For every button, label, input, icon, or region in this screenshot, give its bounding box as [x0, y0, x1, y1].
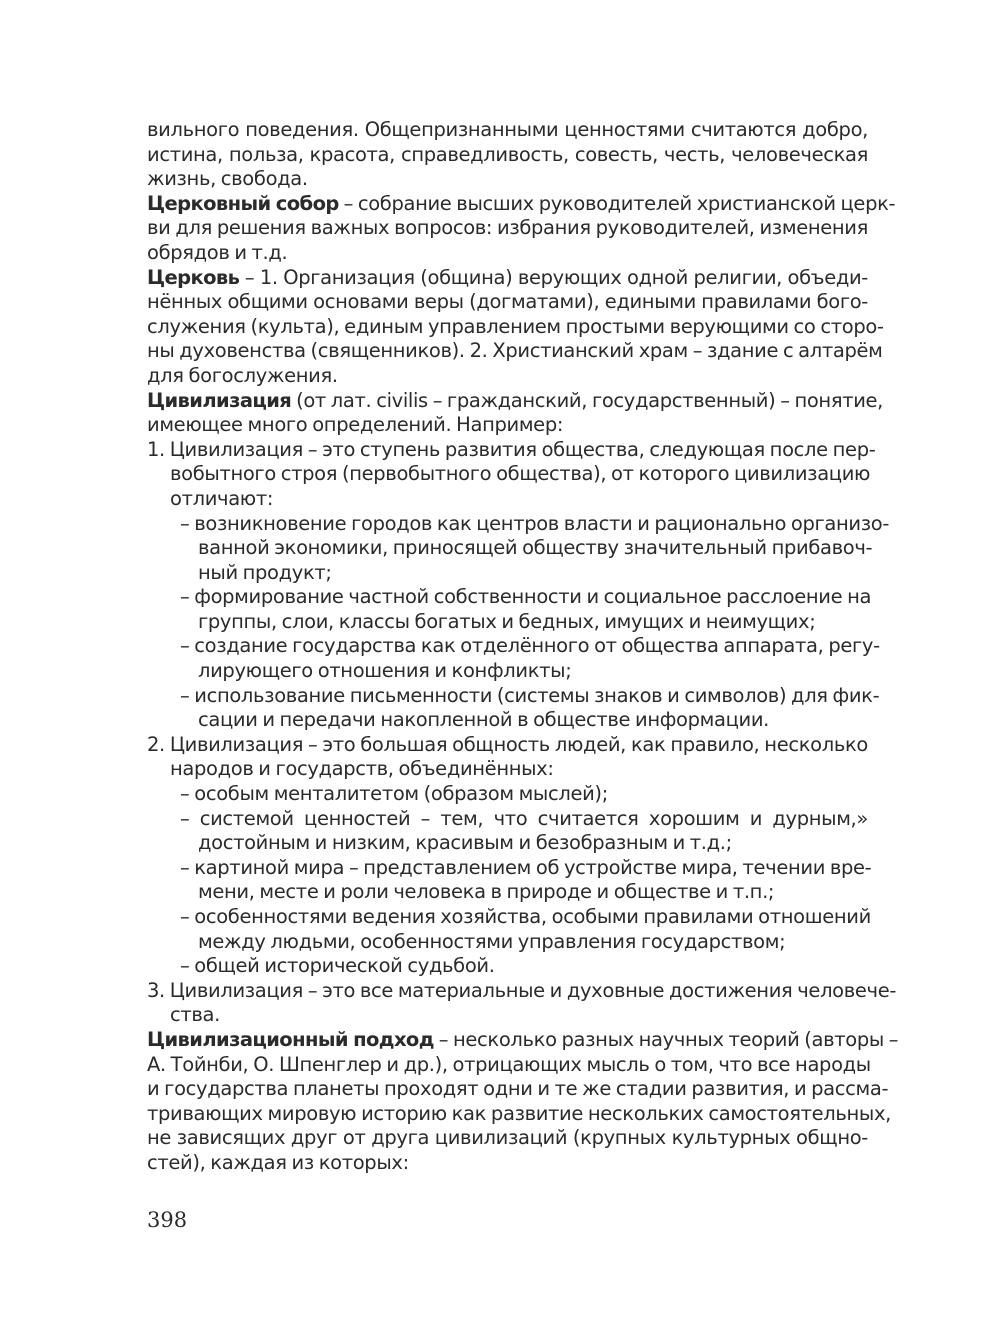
bullet-line: ванной экономики, приносящей обществу значительный прибавоч- — [198, 536, 873, 560]
bullet-line: достойным и низким, красивым и безобразным и т.д.; — [198, 831, 732, 855]
list-line: отличают: — [170, 486, 274, 510]
list-line: 2. Цивилизация – это большая общность людей, как правило, несколько — [147, 732, 868, 756]
page-number: 398 — [147, 1208, 188, 1232]
entry-first-line — [147, 388, 884, 414]
list-line: ства. — [170, 1003, 220, 1027]
text-line: служения (культа), единым управлением простыми верующими со сторо- — [147, 314, 884, 338]
numbered-item-1 — [147, 437, 890, 733]
bullet-line: – картиной мира – представлением об устройстве мира, течении вре- — [180, 855, 872, 879]
entry-definition-start: – несколько разных научных теорий (авторы – — [433, 1027, 899, 1051]
bullet-line: мени, месте и роли человека в природе и обществе и т.п.; — [198, 880, 775, 904]
text-line: не зависящих друг от друга цивилизаций (крупных культурных общно- — [147, 1126, 868, 1150]
bullet-line: – общей исторической судьбой. — [180, 954, 495, 978]
entry-first-line — [147, 1027, 899, 1053]
entry-term: Цивилизация — [147, 388, 292, 412]
bullet-line: – системой ценностей – тем, что считается хорошим и дурным,» — [180, 806, 868, 830]
list-line: вобытного строя (первобытного общества), от которого цивилизацию — [170, 462, 871, 486]
entry-church-council — [147, 191, 896, 266]
text-line: ны духовенства (священников). 2. Христианский храм – здание с алтарём — [147, 339, 883, 363]
entry-term: Цивилизационный подход — [147, 1027, 434, 1051]
bullet-line: сации и передачи накопленной в обществе информации. — [198, 708, 770, 732]
bullet-line: группы, слои, классы богатых и бедных, имущих и неимущих; — [198, 609, 816, 633]
page-body — [147, 118, 899, 1176]
entry-first-line — [147, 191, 896, 217]
bullet-line: – возникновение городов как центров власти и рационально организо- — [180, 511, 890, 535]
entry-definition-start: – собрание высших руководителей христианской церк- — [338, 191, 896, 215]
list-line: народов и государств, объединённых: — [170, 757, 554, 781]
text-line: ви для решения важных вопросов: избрания руководителей, изменения — [147, 216, 868, 240]
bullet-line: – формирование частной собственности и социальное расслоение на — [180, 585, 872, 609]
list-line: 3. Цивилизация – это все материальные и духовные достижения человече- — [147, 978, 897, 1002]
bullet-line: ный продукт; — [198, 560, 332, 584]
list-line: 1. Цивилизация – это ступень развития общества, следующая после пер- — [147, 437, 876, 461]
text-line: для богослужения. — [147, 363, 338, 387]
bullet-line: – создание государства как отделённого от общества аппарата, регу- — [180, 634, 880, 658]
text-line: тривающих мировую историю как развитие нескольких самостоятельных, — [147, 1101, 891, 1125]
text-line: и государства планеты проходят одни и те же стадии развития, и рассма- — [147, 1077, 889, 1101]
entry-church — [147, 265, 884, 389]
entry-term: Церковь — [147, 265, 240, 289]
text-line: вильного поведения. Общепризнанными ценностями считаются добро, — [147, 118, 868, 141]
entry-definition-start: (от лат. civilis – гражданский, государственный) – понятие, — [291, 388, 884, 412]
entry-first-line — [147, 266, 868, 291]
bullet-line: – использование письменности (системы знаков и символов) для фик- — [180, 683, 880, 707]
entry-civilizational-approach — [147, 1027, 899, 1176]
bullet-line: лирующего отношения и конфликты; — [198, 659, 572, 683]
numbered-item-3 — [147, 978, 897, 1028]
text-line: обрядов и т.д. — [147, 240, 288, 264]
text-line: истина, польза, красота, справедливость, совесть, честь, человеческая — [147, 142, 868, 166]
entry-definition-start: – 1. Организация (община) верующих одной религии, объеди- — [239, 265, 868, 289]
text-line: А. Тойнби, О. Шпенглер и др.), отрицающих мысль о том, что все народы — [147, 1052, 871, 1076]
text-line: имеющее много определений. Например: — [147, 413, 564, 437]
text-line: стей), каждая из которых: — [147, 1150, 409, 1174]
bullet-line: – особенностями ведения хозяйства, особыми правилами отношений — [180, 905, 871, 928]
entry-term: Церковный собор — [147, 191, 339, 215]
bullet-line: – особым менталитетом (образом мыслей); — [180, 782, 608, 806]
entry-civilization — [147, 388, 897, 1028]
bullet-line: между людьми, особенностями управления государством; — [198, 929, 786, 953]
text-line: нённых общими основами веры (догматами), едиными правилами бого- — [147, 290, 868, 314]
text-line: жизнь, свобода. — [147, 167, 308, 191]
intro-paragraph — [147, 118, 868, 192]
numbered-item-2 — [147, 732, 872, 979]
